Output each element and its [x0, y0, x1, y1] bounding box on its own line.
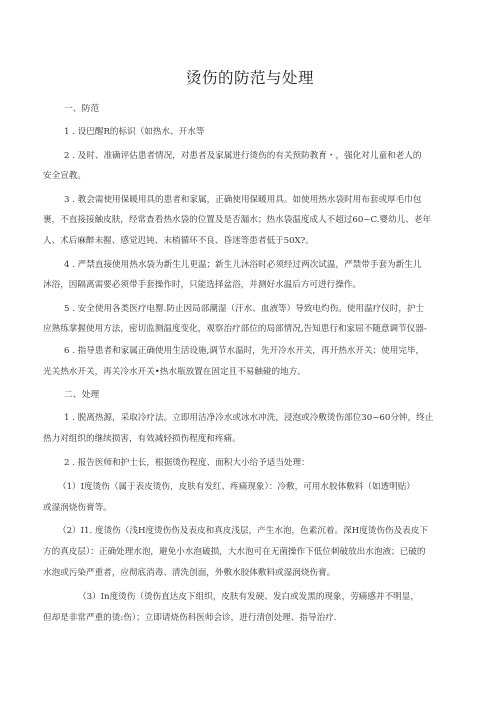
- para-line: 5 . 安全使用各类医疗电罂.防止因局部潮湿（汗水、血液等）导致电灼伤。使用温疗仪时，护士: [64, 304, 425, 314]
- document-title: 烫伤的防范与处理: [185, 69, 314, 87]
- para-line: 裹，不直接接触皮肤，经常查看热水袋的位置及是否漏水；热水袋温度成人不超过60~C.婴幼儿、老年: [43, 215, 432, 225]
- para-line: 或湿润烧伤膏等。: [43, 503, 112, 513]
- para-line: 4 . 严禁直接使用热水袋为新生儿更温；新生儿沐浴时必须经过两次试温，严禁带手套为新生儿: [64, 260, 422, 270]
- para-line: 应熟练掌握使用方法，密切监测温度变化，观察治疗部位的局部情况,告知患行和家屈不随意调节仪器-: [43, 324, 427, 334]
- para-line: 热力对组织的继续损害，有效减轻损伤程度和疼痛。: [43, 434, 241, 444]
- para-line: 2 . 及时、准确评估患者情况，对患者及家属进行烫伤的有关预防教育・，强化对儿童和老人的: [64, 151, 422, 161]
- para-line: 但却是非常严重的烫:伤）；立即请烧伤科医师会诊，进行清创处理、指导治疗.: [43, 613, 337, 623]
- para-line: 3 . 教会需使用保暖用具的患者和家属，正确使用保暖用具。如使用热水袋时用布套或厚毛巾包: [64, 195, 422, 205]
- para-line: 方的真皮层）：正确处理水泡，避免小水泡破损，大水泡可在无菌操作下低位刺破放出水泡液；已破的: [43, 547, 426, 557]
- para-line: （2）I1. 度烫伤（浅H度烫伤伤及表皮和真皮浅层，产生水泡，色素沉着。深H度烫伤伤及表皮下: [58, 526, 428, 536]
- para-line: 光关热水开关，再关冷水开关•热水瓶放置在固定且不易触碰的地方。: [43, 367, 306, 377]
- section-heading-prevention: 一、防范: [64, 104, 100, 114]
- para-line: 6 . 指导患者和家属正确使用生活设施,调节水温时，先开冷水开关，再开热水开关；使用完毕，: [64, 346, 425, 356]
- para-line: 1 . 脱离热源，采取冷疗法。立即用洁净冷水或冰水冲洗，浸泡或冷敷烫伤部位30~60分钟，终止: [64, 413, 434, 423]
- para-line: 安全宣教。: [43, 171, 86, 181]
- para-line: 人、术后麻醉未握、感觉迟钝、末梢循环不良、昏迷等患者低于50X?。: [43, 236, 314, 246]
- para-line: 1 . 设巴醒R的标识（如热水、开水等: [64, 127, 205, 137]
- para-line: 水泡或污染严重者，应彻底消毒、清洗创面，外敷水胶体敷料或湿润烧伤膏。: [43, 568, 336, 578]
- para-line: （1）I度烫伤（属于表皮烫伤，皮肤有发红、疼痛现象）：冷敷，可用水胶体敷料（如透明贴）: [58, 482, 415, 492]
- para-line: 2 . 报告医师和护士长，根据烫伤程度、面积大小给予适当处理：: [64, 458, 310, 468]
- para-line: 沐浴，因隔离需要必须带手套操作时，只能选择盆浴，并测好水温后方可进行操作。: [43, 280, 361, 290]
- para-line: （3）In度烫伤（烫伤直达皮下组织，皮肤有发硬、发白或发黑的现象，劳痛感并不明显，: [78, 592, 419, 602]
- section-heading-treatment: 二、处理: [64, 390, 100, 400]
